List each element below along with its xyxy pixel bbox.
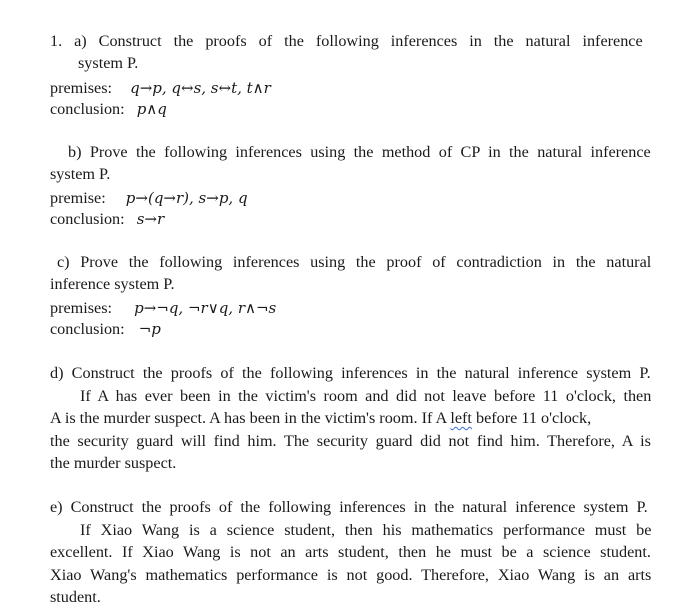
part-d-para-line3: the security guard will find him. The security guard did not find him. Therefore, A is [50,432,651,450]
premises-label: premises: [50,79,113,97]
part-a-heading-line1: 1. a) Construct the proofs of the following inferences in the natural inference [50,32,643,50]
part-d-para-line1: If A has ever been in the victim's room and did not leave before 11 o'clock, then [80,387,652,405]
part-b-conclusion-row [50,209,164,229]
part-d-heading: d) Construct the proofs of the following inferences in the natural inference system P. [50,364,651,382]
premise-label: premise: [50,189,106,207]
conclusion-label: conclusion: [50,320,125,338]
part-a-conclusion-row [50,99,167,119]
premise-formula: p→(q→r), s→p, q [125,189,248,207]
conclusion-formula: p∧q [136,100,167,118]
part-e-para-line1: If Xiao Wang is a science student, then his mathematics performance must be [80,521,652,539]
conclusion-label: conclusion: [50,210,125,228]
part-c-conclusion-row [50,319,161,339]
part-a-heading-line2: system P. [78,54,139,72]
conclusion-formula: s→r [136,210,165,228]
part-d-para-line4: the murder suspect. [50,454,177,472]
part-b-heading-line2: system P. [50,165,111,183]
premises-formula: p→¬q, ¬r∨q, r∧¬s [134,299,277,317]
part-c-heading-line2: inference system P. [50,275,175,293]
premises-label: premises: [50,299,113,317]
part-b-heading-line1: b) Prove the following inferences using the method of CP in the natural inference [68,143,651,161]
part-d-para-line2: A is the murder suspect. A has been in the victim's room. If A left before 11 o'clock, [50,409,592,427]
part-c-premises-row [50,298,276,318]
part-e-para-line3: Xiao Wang's mathematics performance is not good. Therefore, Xiao Wang is an arts [50,566,652,584]
part-a-premises-row [50,78,271,98]
premises-formula: q→p, q↔s, s↔t, t∧r [130,79,271,97]
part-e-para-line4: student. [50,588,101,606]
part-e-para-line2: excellent. If Xiao Wang is not an arts student, then he must be a science student. [50,543,651,561]
part-b-premise-row [50,188,248,208]
spellcheck-flagged-word: left [450,409,472,427]
part-c-heading-line1: c) Prove the following inferences using the proof of contradiction in the natural [57,253,652,271]
part-e-heading: e) Construct the proofs of the following inferences in the natural inference system P. [50,498,648,516]
conclusion-formula: ¬p [138,320,161,338]
conclusion-label: conclusion: [50,100,125,118]
